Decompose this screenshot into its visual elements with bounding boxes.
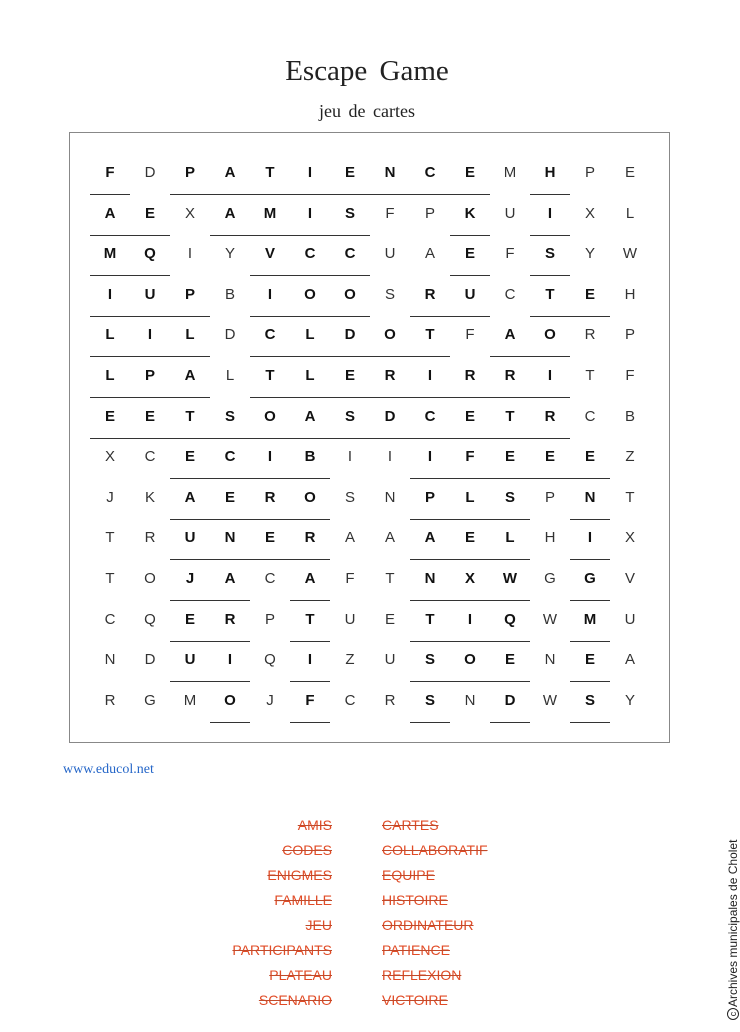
grid-cell: S <box>570 689 610 713</box>
word-list-item: PARTICIPANTS <box>232 942 332 958</box>
grid-cell: I <box>387 448 393 466</box>
grid-cell: P <box>544 488 555 506</box>
grid-cell: U <box>344 610 356 628</box>
grid-cell: E <box>90 405 130 429</box>
word-list-item: FAMILLE <box>274 892 332 908</box>
word-list-item: SCENARIO <box>258 992 332 1008</box>
grid-cell: X <box>450 567 490 591</box>
grid-cell: V <box>250 242 290 266</box>
page-title: Escape Game <box>285 55 449 87</box>
grid-cell: Y <box>584 245 595 263</box>
grid-cell: I <box>290 202 330 226</box>
word-search-grid <box>69 132 670 743</box>
grid-cell: D <box>330 323 370 347</box>
grid-cell: T <box>585 367 595 384</box>
grid-cell: F <box>465 326 475 344</box>
grid-cell: T <box>105 570 115 587</box>
grid-cell: O <box>290 283 330 307</box>
grid-cell: P <box>584 164 595 181</box>
grid-cell: E <box>570 283 610 307</box>
word-list-item: AMIS <box>297 817 332 833</box>
grid-cell: A <box>170 364 210 388</box>
grid-cell: I <box>570 526 610 550</box>
grid-cell: R <box>144 529 156 547</box>
grid-cell: N <box>464 691 476 709</box>
grid-cell: C <box>104 610 116 628</box>
word-list-item: EQUIPE <box>382 867 435 883</box>
grid-cell: P <box>264 610 275 628</box>
grid-cell: C <box>290 242 330 266</box>
grid-cell: I <box>250 445 290 469</box>
grid-cell: E <box>624 164 635 181</box>
grid-cell: F <box>90 161 130 185</box>
word-list-left <box>232 815 332 1015</box>
grid-cell: B <box>224 285 235 303</box>
grid-cell: R <box>290 526 330 550</box>
grid-cell: T <box>250 161 290 185</box>
grid-cell: T <box>625 488 635 506</box>
grid-cell: E <box>130 405 170 429</box>
grid-cell: G <box>144 691 156 709</box>
grid-cell: E <box>170 608 210 632</box>
website-link[interactable]: www.educol.net <box>63 762 154 777</box>
grid-cell: S <box>490 486 530 510</box>
grid-cell: D <box>144 651 156 669</box>
grid-cell: I <box>250 283 290 307</box>
grid-cell: U <box>624 610 636 628</box>
grid-cell: S <box>330 405 370 429</box>
grid-cell: M <box>570 608 610 632</box>
grid-cell: E <box>250 526 290 550</box>
grid-cell: I <box>130 323 170 347</box>
grid-cell: E <box>384 610 395 628</box>
grid-cell: W <box>542 691 558 709</box>
grid-cell: C <box>344 691 356 709</box>
grid-cell: A <box>210 202 250 226</box>
grid-cell: E <box>530 445 570 469</box>
grid-cell: K <box>144 488 155 506</box>
grid-cell: R <box>490 364 530 388</box>
grid-cell: C <box>410 405 450 429</box>
grid-cell: Z <box>625 448 635 466</box>
grid-cell: U <box>384 651 396 669</box>
grid-cell: J <box>106 488 114 506</box>
grid-cell: A <box>170 486 210 510</box>
grid-cell: O <box>450 648 490 672</box>
grid-cell: Z <box>345 651 355 669</box>
grid-cell: C <box>210 445 250 469</box>
grid-cell: U <box>450 283 490 307</box>
grid-cell: X <box>184 204 195 222</box>
grid-cell: I <box>210 648 250 672</box>
grid-cell: N <box>410 567 450 591</box>
grid-cell: T <box>290 608 330 632</box>
grid-cell: E <box>490 648 530 672</box>
grid-cell: S <box>330 202 370 226</box>
word-list-item: COLLABORATIF <box>382 842 488 858</box>
grid-cell: R <box>104 691 116 709</box>
grid-cell: R <box>410 283 450 307</box>
grid-cell: T <box>410 608 450 632</box>
grid-cell: P <box>410 486 450 510</box>
word-list-item: CARTES <box>382 817 439 833</box>
grid-cell: H <box>530 161 570 185</box>
grid-cell: H <box>624 285 636 303</box>
grid-cell: Y <box>624 691 635 709</box>
grid-cell: R <box>584 326 596 344</box>
grid-cell: C <box>504 285 516 303</box>
copyright-text: Archives municipales de Cholet <box>726 839 740 1007</box>
grid-cell: O <box>144 570 156 587</box>
grid-cell: G <box>570 567 610 591</box>
grid-cell: L <box>625 204 635 222</box>
grid-cell: I <box>530 364 570 388</box>
grid-cell: E <box>170 445 210 469</box>
grid-cell: P <box>170 283 210 307</box>
grid-cell: N <box>104 651 116 669</box>
grid-cell: W <box>622 245 638 263</box>
grid-cell: N <box>570 486 610 510</box>
grid-cell: D <box>224 326 236 344</box>
word-list-item: VICTOIRE <box>382 992 448 1008</box>
grid-cell: O <box>210 689 250 713</box>
grid-cell: S <box>344 488 355 506</box>
grid-cell: E <box>450 405 490 429</box>
grid-cell: T <box>250 364 290 388</box>
grid-cell: U <box>170 648 210 672</box>
grid-cell: O <box>330 283 370 307</box>
grid-cell: W <box>542 610 558 628</box>
grid-cell: R <box>370 364 410 388</box>
grid-cell: F <box>450 445 490 469</box>
grid-cell: E <box>450 161 490 185</box>
word-list-item: REFLEXION <box>382 967 462 983</box>
grid-cell: T <box>385 570 395 587</box>
grid-cell: A <box>290 567 330 591</box>
copyright-notice <box>726 840 740 1020</box>
grid-cell: I <box>410 364 450 388</box>
grid-cell: I <box>450 608 490 632</box>
word-list-item: PLATEAU <box>269 967 332 983</box>
grid-cell: L <box>90 364 130 388</box>
grid-cell: C <box>250 323 290 347</box>
grid-cell: A <box>490 323 530 347</box>
grid-cell: T <box>410 323 450 347</box>
grid-cell: X <box>584 204 595 222</box>
grid-cell: Q <box>490 608 530 632</box>
grid-cell: O <box>290 486 330 510</box>
grid-cell: R <box>450 364 490 388</box>
grid-cell: I <box>410 445 450 469</box>
grid-cell: E <box>450 242 490 266</box>
grid-cell: L <box>170 323 210 347</box>
page-subtitle: jeu de cartes <box>319 101 415 121</box>
grid-cell: A <box>90 202 130 226</box>
grid-cell: L <box>450 486 490 510</box>
grid-cell: A <box>424 245 435 263</box>
grid-cell: T <box>490 405 530 429</box>
grid-cell: F <box>345 570 355 587</box>
grid-cell: A <box>624 651 635 669</box>
grid-cell: E <box>330 161 370 185</box>
grid-cell: R <box>530 405 570 429</box>
grid-cell: F <box>385 204 395 222</box>
grid-cell: N <box>210 526 250 550</box>
grid-cell: O <box>250 405 290 429</box>
grid-cell: L <box>290 364 330 388</box>
grid-cell: M <box>183 691 197 709</box>
grid-cell: F <box>625 367 635 384</box>
grid-cell: U <box>384 245 396 263</box>
grid-cell: W <box>490 567 530 591</box>
word-list-item: JEU <box>305 917 332 933</box>
grid-cell: S <box>410 689 450 713</box>
grid-cell: I <box>290 648 330 672</box>
grid-cell: N <box>544 651 556 669</box>
grid-cell: I <box>290 161 330 185</box>
grid-cell: T <box>105 529 115 547</box>
copyright-icon: c <box>727 1008 739 1020</box>
grid-cell: N <box>370 161 410 185</box>
word-list-item: PATIENCE <box>382 942 450 958</box>
grid-cell: E <box>130 202 170 226</box>
grid-cell: B <box>290 445 330 469</box>
word-list-item: CODES <box>282 842 332 858</box>
grid-cell: Q <box>144 610 156 628</box>
grid-cell: Q <box>264 651 276 669</box>
grid-cell: I <box>530 202 570 226</box>
grid-cell: G <box>544 570 556 587</box>
grid-cell: M <box>250 202 290 226</box>
grid-cell: C <box>584 407 596 425</box>
grid-cell: A <box>384 529 395 547</box>
grid-cell: S <box>530 242 570 266</box>
grid-cell: P <box>170 161 210 185</box>
grid-cell: R <box>250 486 290 510</box>
grid-cell: S <box>210 405 250 429</box>
grid-cell: J <box>266 691 274 709</box>
grid-cell: X <box>624 529 635 547</box>
grid-cell: E <box>210 486 250 510</box>
word-list-item: ORDINATEUR <box>382 917 474 933</box>
grid-cell: A <box>344 529 355 547</box>
grid-cell: O <box>370 323 410 347</box>
grid-cell: X <box>104 448 115 466</box>
word-list-item: ENIGMES <box>267 867 332 883</box>
grid-cell: M <box>503 164 517 181</box>
grid-cell: O <box>530 323 570 347</box>
grid-cell: T <box>170 405 210 429</box>
grid-cell: V <box>624 570 635 587</box>
grid-cell: F <box>505 245 515 263</box>
grid-cell: D <box>370 405 410 429</box>
grid-cell: T <box>530 283 570 307</box>
grid-cell: U <box>170 526 210 550</box>
grid-cell: M <box>90 242 130 266</box>
grid-cell: E <box>490 445 530 469</box>
grid-cell: P <box>424 204 435 222</box>
grid-cell: B <box>624 407 635 425</box>
grid-cell: P <box>624 326 635 344</box>
grid-cell: L <box>225 367 235 384</box>
grid-cell: I <box>347 448 353 466</box>
grid-cell: S <box>410 648 450 672</box>
grid-cell: L <box>90 323 130 347</box>
grid-cell: R <box>210 608 250 632</box>
grid-cell: H <box>544 529 556 547</box>
grid-cell: C <box>330 242 370 266</box>
grid-cell: C <box>410 161 450 185</box>
grid-cell: I <box>187 245 193 263</box>
grid-cell: A <box>210 161 250 185</box>
grid-cell: D <box>144 164 156 181</box>
word-list-item: HISTOIRE <box>382 892 448 908</box>
grid-cell: D <box>490 689 530 713</box>
grid-cell: C <box>264 570 276 587</box>
grid-cell: E <box>450 526 490 550</box>
grid-cell: S <box>384 285 395 303</box>
grid-cell: J <box>170 567 210 591</box>
grid-cell: A <box>210 567 250 591</box>
grid-cell: A <box>290 405 330 429</box>
grid-cell: U <box>130 283 170 307</box>
grid-cell: R <box>384 691 396 709</box>
grid-cell: F <box>290 689 330 713</box>
word-list-right <box>382 815 488 1015</box>
grid-cell: N <box>384 488 396 506</box>
grid-cell: A <box>410 526 450 550</box>
grid-cell: K <box>450 202 490 226</box>
grid-cell: U <box>504 204 516 222</box>
grid-cell: Q <box>130 242 170 266</box>
grid-cell: Y <box>224 245 235 263</box>
grid-cell: L <box>290 323 330 347</box>
grid-cell: E <box>570 648 610 672</box>
grid-cell: L <box>490 526 530 550</box>
grid-cell: P <box>130 364 170 388</box>
grid-cell: I <box>90 283 130 307</box>
grid-cell: C <box>144 448 156 466</box>
grid-cell: E <box>570 445 610 469</box>
grid-cell: E <box>330 364 370 388</box>
